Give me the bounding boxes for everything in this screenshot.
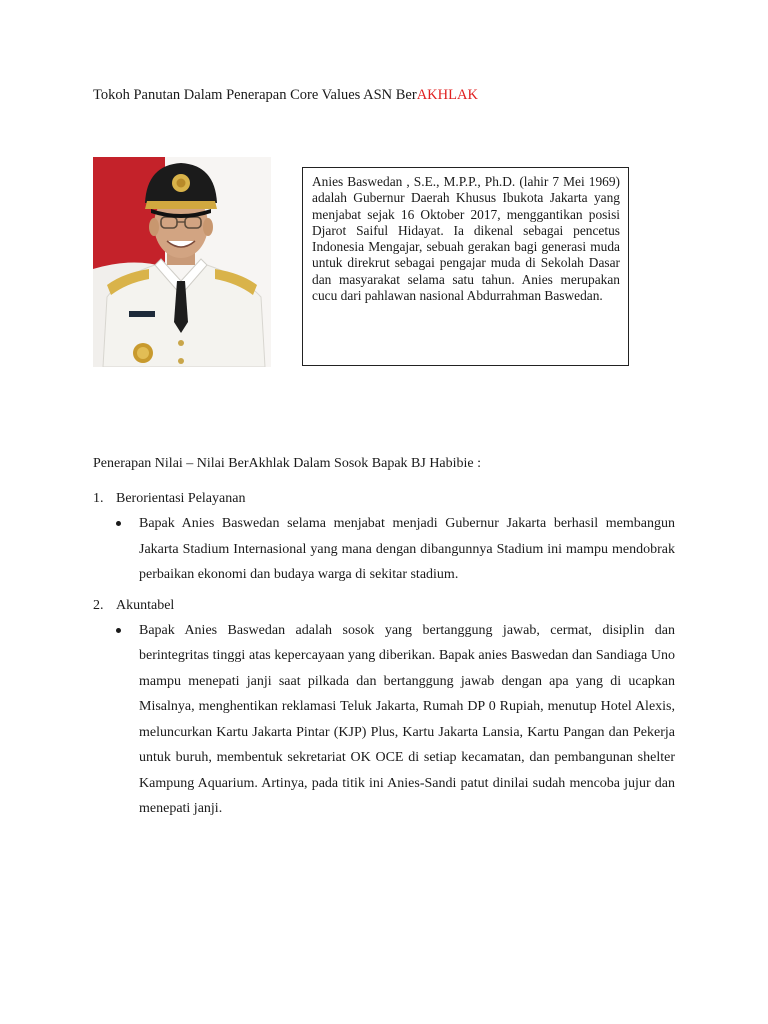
document-title — [93, 87, 478, 104]
biography-box — [302, 167, 629, 366]
values-list — [93, 489, 675, 830]
title-prefix: Tokoh Panutan Dalam Penerapan Core Values ASN Ber — [93, 87, 417, 103]
list-item-label: Akuntabel — [116, 597, 175, 613]
bullet-icon — [116, 628, 121, 633]
bullet-text: Bapak Anies Baswedan selama menjabat menjadi Gubernur Jakarta berhasil membangun Jakarta Stadium Internasional yang mana dengan dibangunnya Stadium ini mampu mendobrak perbaikan ekonomi dan budaya warga di sekitar stadium. — [139, 516, 675, 582]
list-item-title — [93, 596, 675, 618]
list-item-label: Berorientasi Pelayanan — [116, 491, 246, 506]
section-heading: Penerapan Nilai – Nilai BerAkhlak Dalam Sosok Bapak BJ Habibie : — [93, 456, 482, 471]
bullet-icon — [116, 521, 121, 526]
list-item-number: 1. — [93, 491, 104, 506]
portrait-photo-icon — [93, 157, 271, 367]
list-item-number: 2. — [93, 597, 104, 613]
biography-text: Anies Baswedan , S.E., M.P.P., Ph.D. (lahir 7 Mei 1969) adalah Gubernur Daerah Khusus Ibukota Jakarta yang menjabat sejak 16 Oktober 2017, menggantikan posisi Djarot Saiful Hidayat. Ia dikenal sebagai pencetus Indonesia Mengajar, sebuah gerakan bagi generasi muda untuk direkrut sebagai pengajar muda di Sekolah Dasar dan masyarakat selama satu tahun. Anies merupakan cucu dari pahlawan nasional Abdurrahman Baswedan. — [312, 174, 620, 304]
list-item-bullet — [93, 618, 675, 822]
list-item-title — [93, 489, 675, 511]
title-accent: AKHLAK — [416, 87, 478, 103]
list-item-bullet — [93, 511, 675, 588]
portrait-photo — [93, 157, 271, 367]
bullet-text: Bapak Anies Baswedan adalah sosok yang bertanggung jawab, cermat, disiplin dan berintegritas tinggi atas kepercayaan yang diberikan. Bapak anies Baswedan dan Sandiaga Uno mampu menepati janji saat pilkada dan bertanggung jawab dengan apa yang di ucapkan Misalnya, menghentikan reklamasi Teluk Jakarta, Rumah DP 0 Rupiah, menutup Hotel Alexis, meluncurkan Kartu Jakarta Pintar (KJP) Plus, Kartu Jakarta Lansia, Kartu Pangan dan Pekerja untuk buruh, membentuk sekretariat OK OCE di setiap kecamatan, dan pembangunan shelter Kampung Aquarium. Artinya, pada titik ini Anies-Sandi patut dinilai sudah mencoba jujur dan menepati janji. — [139, 622, 675, 816]
